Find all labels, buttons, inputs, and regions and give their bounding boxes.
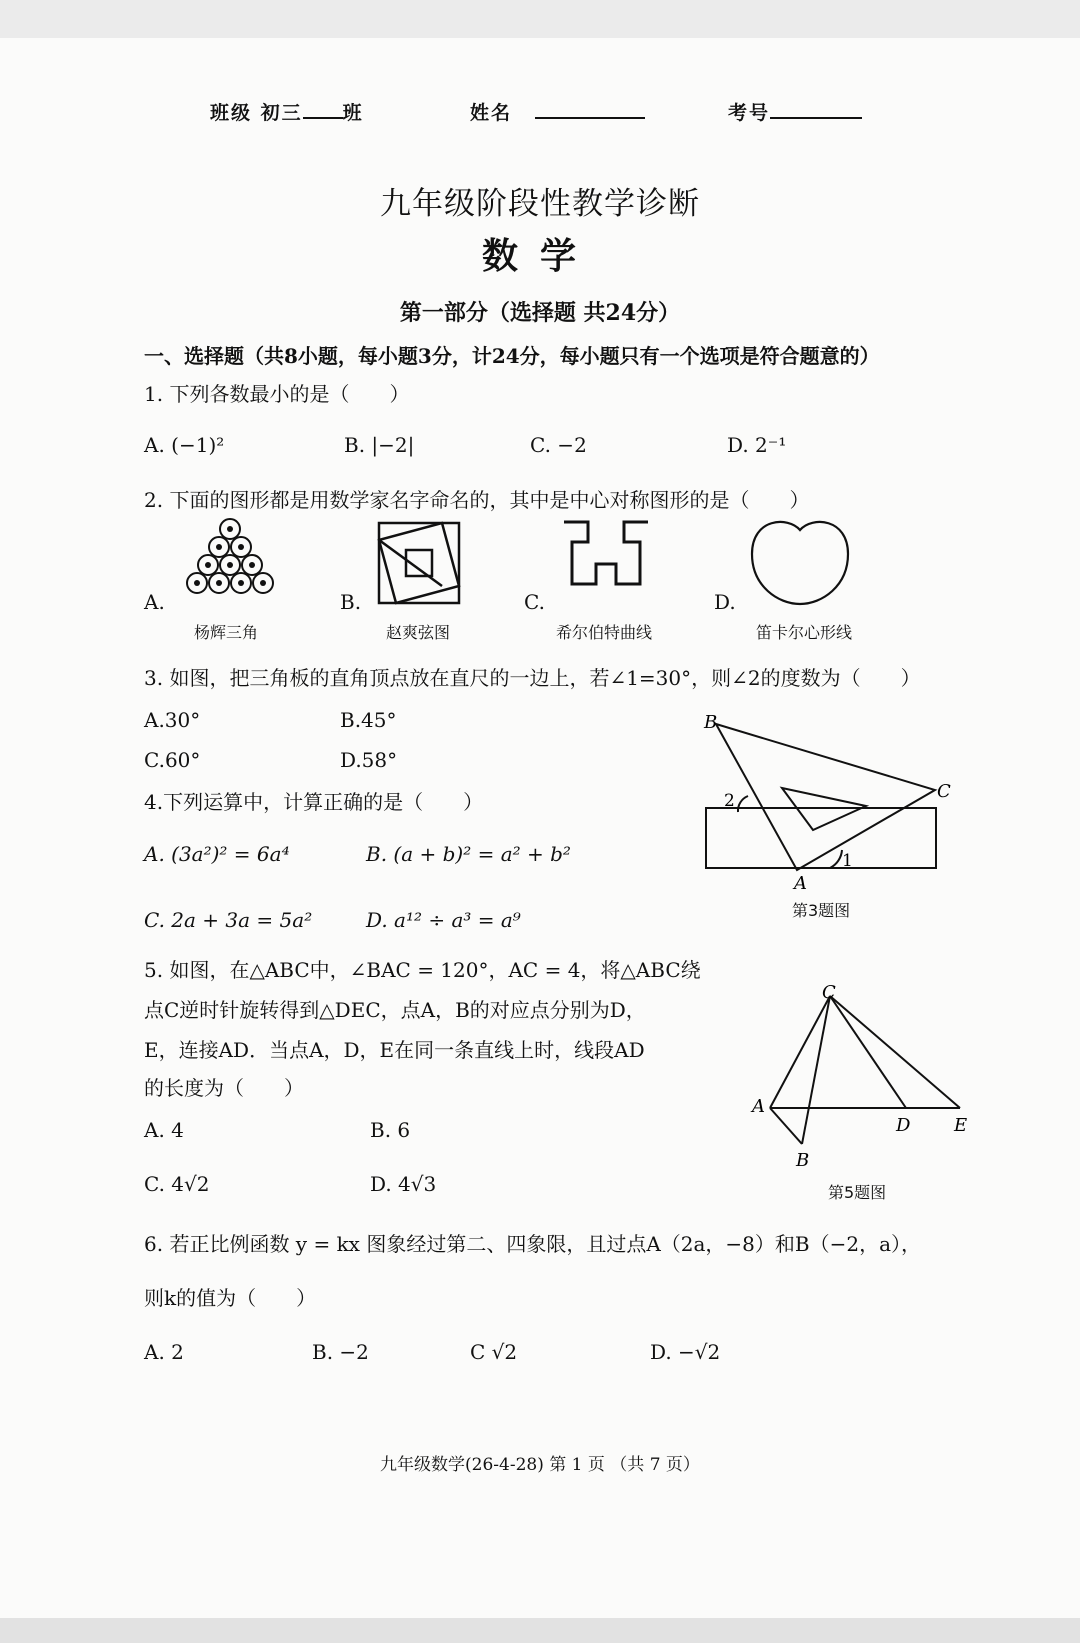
q3-figure-caption: 第3题图 [792,901,851,920]
q5-option-a: A. 4 [144,1118,184,1142]
q1-option-d: D. 2⁻¹ [727,433,787,457]
q5-stem-line4: 的长度为（ ） [144,1076,304,1100]
q5-option-b: B. 6 [370,1118,411,1142]
q2-letter-d: D. [714,590,736,614]
q2-letter-a: A. [144,590,165,614]
class-suffix: 班 [342,102,364,124]
q1-option-b: B. |−2| [344,433,415,457]
q5-label-C: C [822,982,836,1003]
q1-option-a: A. (−1)² [144,433,225,457]
part-title: 第一部分（选择题 共24分） [399,300,681,326]
q5-label-E: E [954,1115,968,1136]
q3-label-C: C [937,781,951,802]
q5-label-D: D [896,1115,911,1136]
class-blank [303,113,343,119]
q5-option-d: D. 4√3 [370,1172,437,1196]
q2-caption-a: 杨辉三角 [194,623,259,642]
hilbert-curve-figure [560,518,652,608]
section-heading: 一、选择题（共8小题，每小题3分，计24分，每小题只有一个选项是符合题意的） [144,344,880,368]
q2-caption-c: 希尔伯特曲线 [556,623,653,642]
q3-label-B: B [704,712,718,733]
q4-stem: 4.下列运算中，计算正确的是（ ） [144,790,484,814]
q2-stem: 2. 下面的图形都是用数学家名字命名的，其中是中心对称图形的是（ ） [144,488,810,512]
q5-option-c: C. 4√2 [144,1172,210,1196]
q2-letter-c: C. [524,590,545,614]
q3-label-angle2: 2 [724,791,735,811]
name-blank [535,113,645,119]
q2-letter-b: B. [340,590,362,614]
cardioid-figure [748,516,852,608]
q6-option-c: C √2 [470,1340,518,1364]
q1-stem: 1. 下列各数最小的是（ ） [144,382,410,406]
q3-label-angle1: 1 [842,851,853,871]
q3-option-c: C.60° [144,748,201,772]
q3-option-a: A.30° [144,708,201,732]
q4-option-d: D. a¹² ÷ a³ = a⁹ [366,908,521,932]
q3-stem: 3. 如图，把三角板的直角顶点放在直尺的一边上，若∠1=30°，则∠2的度数为（ ） [144,666,921,690]
yanghui-triangle-figure [178,518,282,610]
q3-option-d: D.58° [340,748,398,772]
q6-stem-line1: 6. 若正比例函数 y = kx 图象经过第二、四象限，且过点A（2a，−8）和B（−2，a）， [144,1232,922,1256]
q3-figure [690,700,960,894]
id-field [728,98,862,125]
zhaoshuang-figure [376,520,462,606]
q5-stem-line3: E，连接AD．当点A，D，E在同一条直线上时，线段AD [144,1038,645,1062]
name-label: 姓名 [470,102,513,124]
id-blank [770,113,862,119]
q6-stem-line2: 则k的值为（ ） [144,1286,317,1310]
class-field [210,98,364,125]
name-field [470,98,645,125]
subject-title: 数学 [481,235,598,277]
q5-figure [746,982,986,1176]
exam-title: 九年级阶段性教学诊断 [380,186,700,222]
q6-option-a: A. 2 [144,1340,184,1364]
q6-option-d: D. −√2 [650,1340,721,1364]
page-footer: 九年级数学(26-4-28) 第 1 页 （共 7 页） [380,1455,700,1475]
q5-figure-caption: 第5题图 [828,1183,887,1202]
q4-option-b: B. (a + b)² = a² + b² [366,842,571,866]
q3-option-b: B.45° [340,708,397,732]
q5-stem-line1: 5. 如图，在△ABC中，∠BAC = 120°，AC = 4，将△ABC绕 [144,958,701,982]
id-label: 考号 [728,102,771,124]
class-label: 班级 初三 [210,102,303,124]
q5-stem-line2: 点C逆时针旋转得到△DEC，点A，B的对应点分别为D， [144,998,646,1022]
q1-option-c: C. −2 [530,433,587,457]
q4-option-c: C. 2a + 3a = 5a² [144,908,313,932]
q5-label-A: A [752,1096,765,1117]
bottom-strip [0,1618,1080,1643]
q5-label-B: B [796,1150,810,1171]
q6-option-b: B. −2 [312,1340,369,1364]
q4-option-a: A. (3a²)² = 6a⁴ [144,842,290,866]
q2-caption-b: 赵爽弦图 [386,623,451,642]
q2-caption-d: 笛卡尔心形线 [756,623,853,642]
q3-label-A: A [794,873,807,894]
